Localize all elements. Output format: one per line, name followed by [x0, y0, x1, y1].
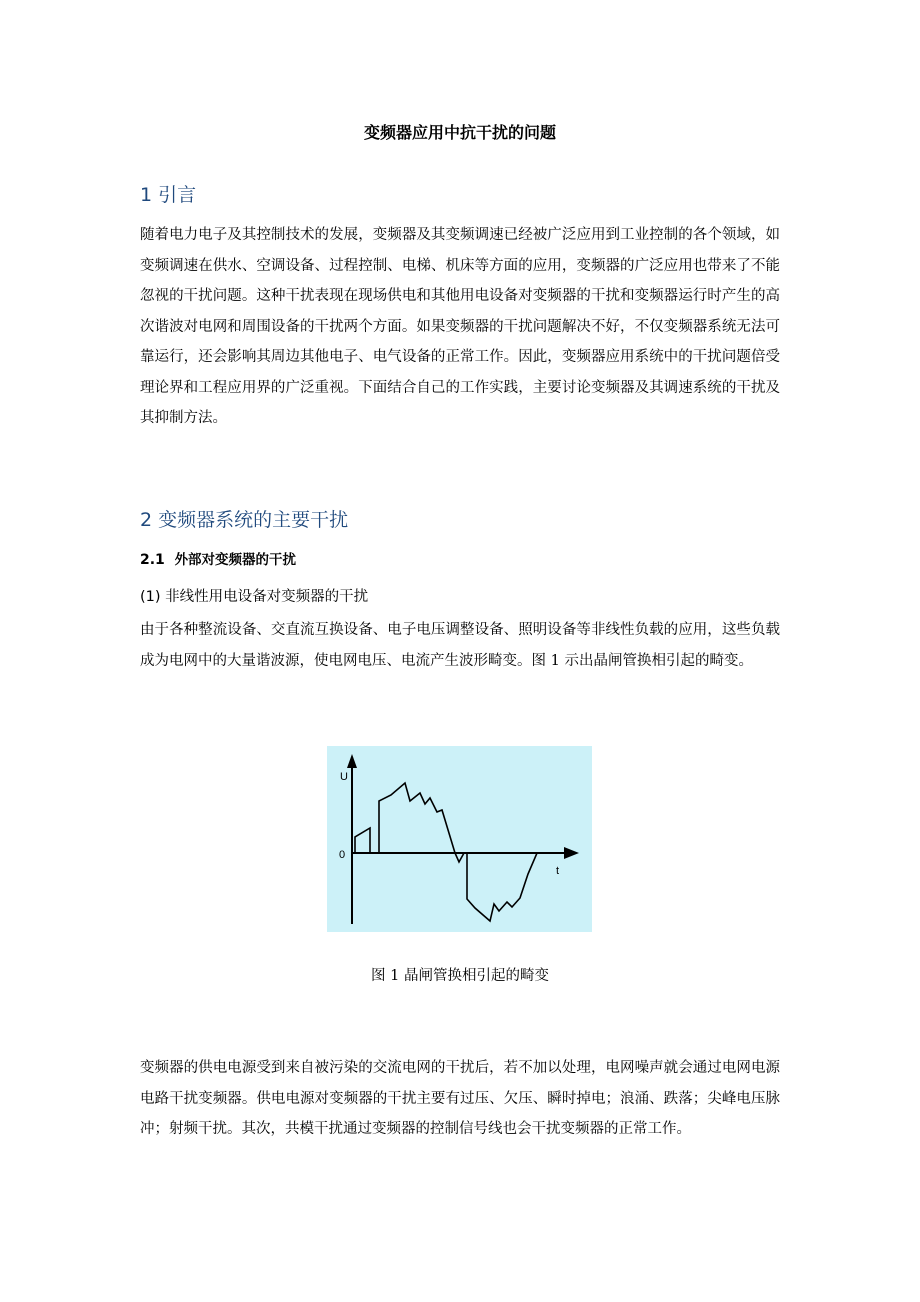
section-2-heading: 2 变频器系统的主要干扰: [140, 509, 349, 531]
x-axis-arrow: [564, 847, 579, 859]
x-axis-label: t: [556, 865, 560, 877]
item-1-heading: (1) 非线性用电设备对变频器的干扰: [140, 589, 369, 605]
item-1-paragraph: 由于各种整流设备、交直流互换设备、电子电压调整设备、照明设备等非线性负载的应用，这些负载成为电网中的大量谐波源，使电网电压、电流产生波形畸变。图 1 示出晶闸管换相引起的畸变。: [140, 622, 780, 669]
y-axis-label: U: [340, 771, 348, 783]
section-1-heading: 1 引言: [140, 184, 197, 206]
document-title: 变频器应用中抗干扰的问题: [363, 123, 556, 142]
section-2-paragraph-2: 变频器的供电电源受到来自被污染的交流电网的干扰后，若不加以处理，电网噪声就会通过电网电源电路干扰变频器。供电电源对变频器的干扰主要有过压、欠压、瞬时掉电；浪涌、跌落；尖峰电压脉冲；射频干扰。其次，共模干扰通过变频器的控制信号线也会干扰变频器的正常工作。: [140, 1060, 780, 1137]
subsection-number: 2.1: [140, 552, 165, 568]
origin-label: 0: [339, 849, 346, 861]
figure-caption: 图 1 晶闸管换相引起的畸变: [371, 968, 549, 984]
section-1-paragraph: 随着电力电子及其控制技术的发展，变频器及其变频调速已经被广泛应用到工业控制的各个领域，如变频调速在供水、空调设备、过程控制、电梯、机床等方面的应用，变频器的广泛应用也带来了不能忽视的干扰问题。这种干扰表现在现场供电和其他用电设备对变频器的干扰和变频器运行时产生的高次谐波对电网和周围设备的干扰两个方面。如果变频器的干扰问题解决不好，不仅变频器系统无法可靠运行，还会影响其周边其他电子、电气设备的正常工作。因此，变频器应用系统中的干扰问题倍受理论界和工程应用界的广泛重视。下面结合自己的工作实践，主要讨论变频器及其调速系统的干扰及其抑制方法。: [140, 227, 780, 426]
subsection-title: 外部对变频器的干扰: [174, 552, 297, 568]
waveform-diagram: [327, 746, 592, 932]
distortion-figure: [327, 746, 592, 932]
y-axis-arrow: [347, 754, 357, 768]
subsection-2-1-heading: [140, 548, 296, 568]
